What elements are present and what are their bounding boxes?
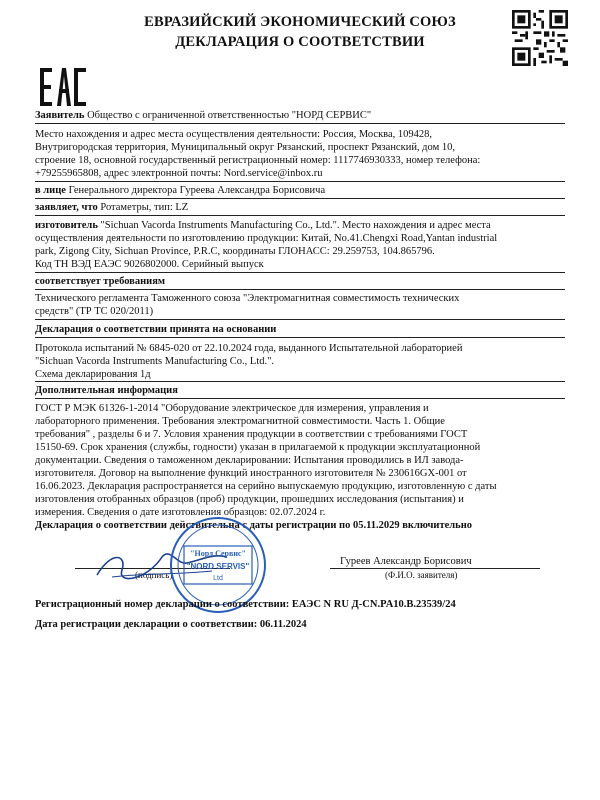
declares-row: [35, 201, 565, 214]
applicant-address-line: строение 18, основной государственный регистрационный номер: 1117746930333, номер телефона:: [35, 155, 481, 166]
manufacturer-line: Код ТН ВЭД ЕАЭС 9026802000. Серийный выпуск: [35, 259, 264, 270]
divider: [35, 198, 565, 199]
declares-label: заявляет, что: [35, 202, 98, 213]
additional-line: документации. Сведения о таможенном декларировании: Испытания проводились в ИЛ завода-: [35, 455, 464, 466]
basis-label: Декларация о соответствии принята на основании: [35, 324, 277, 335]
document-title: ДЕКЛАРАЦИЯ О СООТВЕТСТВИИ: [175, 34, 425, 50]
applicant-address-line: Внутригородская территория, Муниципальный округ Рязанский, проспект Рязанский, дом 10,: [35, 142, 455, 153]
name-line: [330, 568, 540, 569]
manufacturer-label: изготовитель: [35, 220, 98, 231]
representative-row: [35, 184, 565, 197]
conformity-line: средств" (ТР ТС 020/2011): [35, 306, 154, 317]
applicant-address-line: Место нахождения и адрес места осуществления деятельности: Россия, Москва, 109428,: [35, 129, 433, 140]
additional-line: 16.06.2023. Декларация распространяется на серийно выпускаемую продукцию, изготовленную с даты: [35, 481, 497, 492]
manufacturer-row: [35, 219, 565, 232]
divider: [35, 289, 565, 290]
additional-line: изготовителя. Договор на выполнение функций иностранного изготовителя № 230616GX-001 от: [35, 468, 467, 479]
representative-label: в лице: [35, 185, 66, 196]
additional-line: ГОСТ Р МЭК 61326-1-2014 "Оборудование электрическое для измерения, управления и: [35, 403, 429, 414]
registration-date-label: Дата регистрации декларации о соответствии:: [35, 619, 258, 630]
additional-line: требования" , разделы 6 и 7. Условия хранения продукции в соответствии с требованиями ГОСТ: [35, 429, 468, 440]
divider: [35, 215, 565, 216]
conformity-label: соответствует требованиям: [35, 276, 166, 287]
stamp-top-text: "Норд Сервис": [190, 549, 246, 558]
divider: [35, 272, 565, 273]
signatory-name: Гуреев Александр Борисович: [340, 556, 472, 567]
additional-line: измерения. Сведения о дате изготовления образцов: 02.07.2024 г.: [35, 507, 326, 518]
additional-line: изготовления отобранных образцов (проб) продукции, прошедших исследования (испытания) и: [35, 494, 464, 505]
divider: [35, 123, 565, 124]
basis-line: Схема декларирования 1д: [35, 369, 151, 380]
basis-line: "Sichuan Vacorda Instruments Manufacturing Co., Ltd.".: [35, 356, 275, 367]
declares-text: Ротаметры, тип: LZ: [100, 202, 189, 213]
stamp-mid-text: "NORD SERVIS": [186, 562, 250, 571]
validity-text: Декларация о соответствии действительна с даты регистрации по 05.11.2029 включительно: [35, 520, 473, 531]
divider: [35, 181, 565, 182]
registration-number-label: Регистрационный номер декларации о соответствии:: [35, 599, 290, 610]
additional-label: Дополнительная информация: [35, 385, 178, 396]
additional-line: лабораторного применения. Требования электромагнитной совместимости. Часть 1. Общие: [35, 416, 445, 427]
divider: [35, 319, 565, 320]
signature-caption: (подпись): [135, 570, 173, 580]
manufacturer-line: осуществления деятельности по изготовлению продукции: Китай, No.41.Chengxi Road,Yantan industrial: [35, 233, 498, 244]
conformity-line: Технического регламента Таможенного союза "Электромагнитная совместимость технических: [35, 293, 460, 304]
basis-line: Протокола испытаний № 6845-020 от 22.10.2024 года, выданного Испытательной лабораторией: [35, 343, 463, 354]
applicant-address-line: +79255965808, адрес электронной почты: Nord.service@inbox.ru: [35, 168, 323, 179]
applicant-label: Заявитель: [35, 110, 85, 121]
registration-date: 06.11.2024: [259, 619, 307, 630]
applicant-row: [35, 109, 565, 122]
divider: [35, 337, 565, 338]
applicant-name: Общество с ограниченной ответственностью "НОРД СЕРВИС": [87, 110, 372, 121]
representative-text: Генерального директора Гуреева Александра Борисовича: [68, 185, 326, 196]
union-title: ЕВРАЗИЙСКИЙ ЭКОНОМИЧЕСКИЙ СОЮЗ: [144, 14, 456, 30]
divider: [35, 381, 565, 382]
stamp-bottom-text: Ltd: [213, 575, 223, 582]
registration-number-row: [35, 598, 565, 611]
registration-date-row: [35, 618, 565, 631]
additional-line: 15150-69. Срок хранения (службы, годности) указан в прилагаемой к продукции эксплуатационной: [35, 442, 481, 453]
manufacturer-line: park, Zigong City, Sichuan Province, P.R.C, координаты ГЛОНАСС: 29.259753, 104.865796.: [35, 246, 435, 257]
qr-code-icon: [512, 10, 568, 66]
signatory-caption: (Ф.И.О. заявителя): [385, 570, 458, 580]
eac-mark-icon: [40, 68, 86, 106]
manufacturer-line: "Sichuan Vacorda Instruments Manufacturing Co., Ltd.". Место нахождения и адрес места: [100, 220, 491, 231]
divider: [35, 398, 565, 399]
registration-number: ЕАЭС N RU Д-CN.PA10.B.23539/24: [291, 599, 456, 610]
